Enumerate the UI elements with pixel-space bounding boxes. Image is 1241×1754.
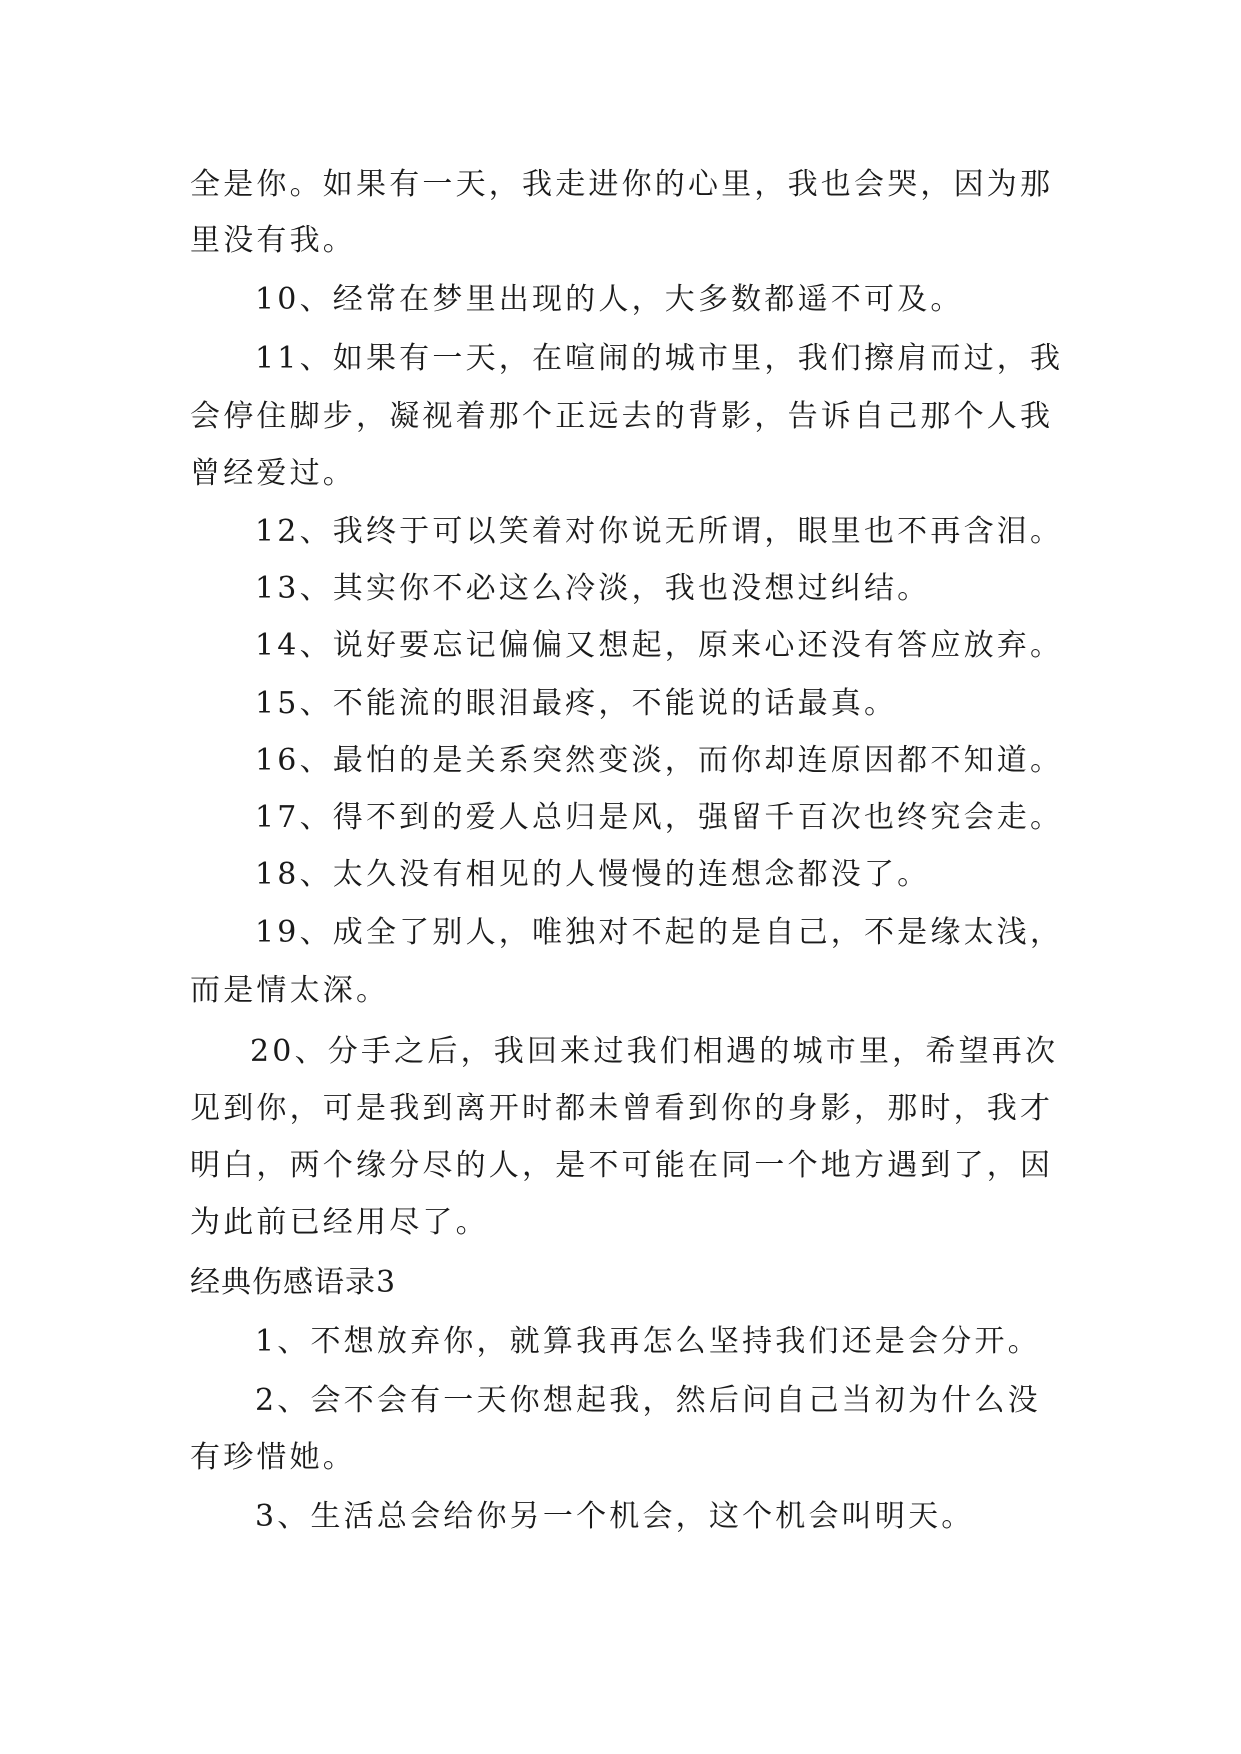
list-item-18: 18、太久没有相见的人慢慢的连想念都没了。 [255,857,931,892]
text-line: 曾经爱过。 [190,456,356,491]
text-line: 为此前已经用尽了。 [190,1205,489,1240]
section-heading: 经典伤感语录3 [190,1265,397,1300]
text-line: 而是情太深。 [190,973,390,1008]
list-item-3: 3、生活总会给你另一个机会，这个机会叫明天。 [255,1499,975,1534]
list-item-2: 2、会不会有一天你想起我，然后问自己当初为什么没 [255,1383,1041,1418]
text-line: 全是你。如果有一天，我走进你的心里，我也会哭，因为那 [190,167,1054,202]
text-line: 会停住脚步，凝视着那个正远去的背影，告诉自己那个人我 [190,399,1054,434]
text-line: 见到你，可是我到离开时都未曾看到你的身影，那时，我才 [190,1091,1054,1126]
list-item-16: 16、最怕的是关系突然变淡，而你却连原因都不知道。 [255,743,1064,778]
text-line: 里没有我。 [190,223,356,258]
list-item-13: 13、其实你不必这么冷淡，我也没想过纠结。 [255,571,931,606]
list-item-10: 10、经常在梦里出现的人，大多数都遥不可及。 [255,282,964,317]
list-item-11: 11、如果有一天，在喧闹的城市里，我们擦肩而过，我 [255,341,1064,376]
list-item-17: 17、得不到的爱人总归是风，强留千百次也终究会走。 [255,800,1064,835]
text-line: 有珍惜她。 [190,1440,356,1475]
list-item-14: 14、说好要忘记偏偏又想起，原来心还没有答应放弃。 [255,628,1064,663]
list-item-20: 20、分手之后，我回来过我们相遇的城市里，希望再次 [250,1034,1059,1069]
text-line: 明白，两个缘分尽的人，是不可能在同一个地方遇到了，因 [190,1148,1054,1183]
list-item-12: 12、我终于可以笑着对你说无所谓，眼里也不再含泪。 [255,514,1064,549]
list-item-19: 19、成全了别人，唯独对不起的是自己，不是缘太浅， [255,915,1064,950]
list-item-1: 1、不想放弃你，就算我再怎么坚持我们还是会分开。 [255,1324,1041,1359]
list-item-15: 15、不能流的眼泪最疼，不能说的话最真。 [255,686,898,721]
